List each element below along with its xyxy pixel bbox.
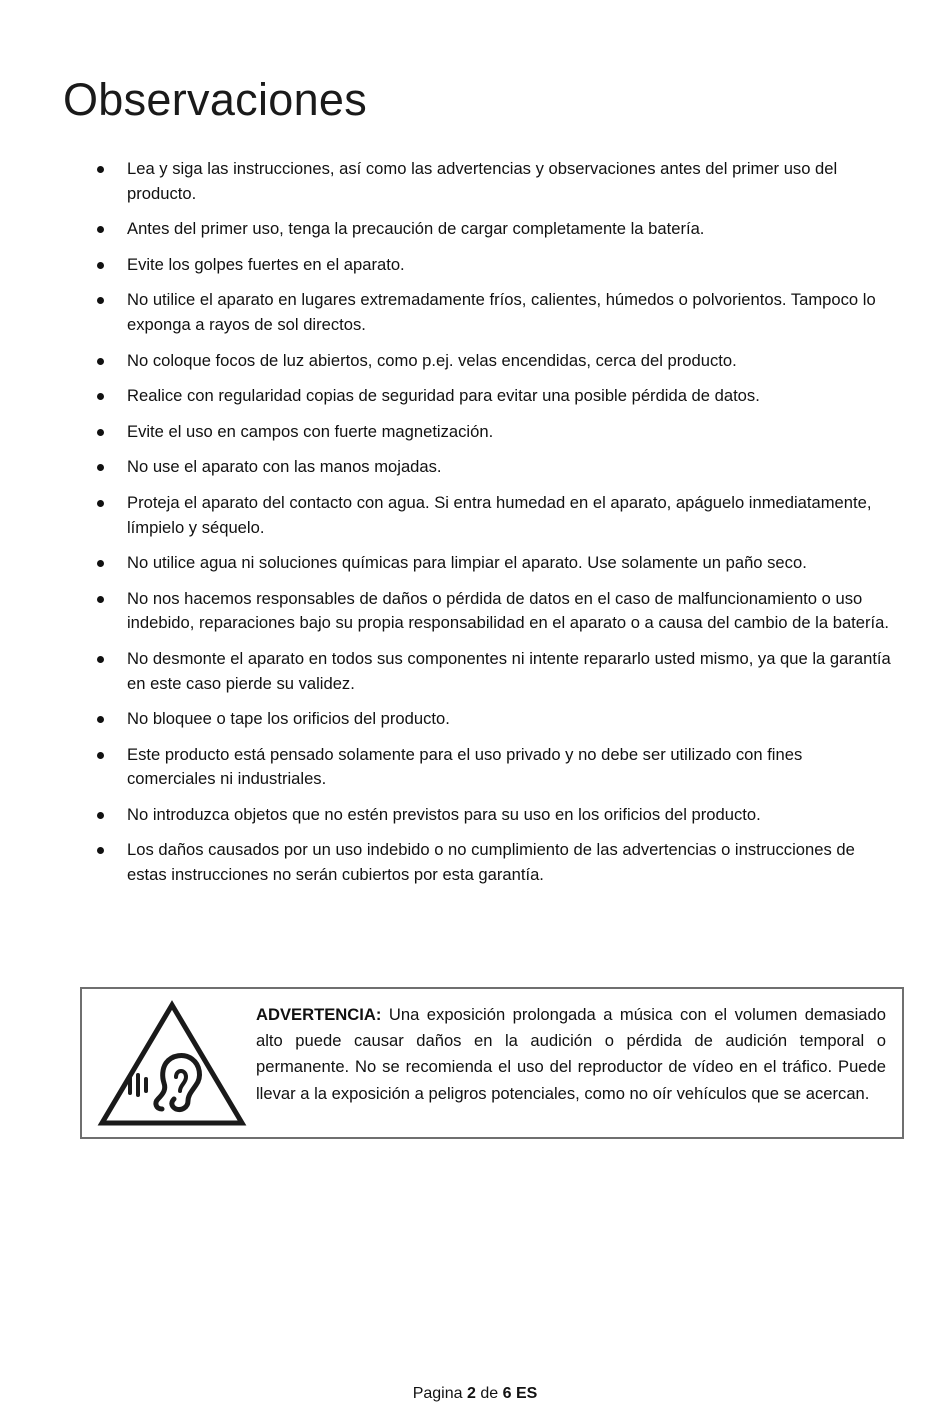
footer-language: ES (515, 1385, 538, 1402)
bullet-icon (97, 812, 104, 819)
list-item-text: Antes del primer uso, tenga la precaución de cargar completamente la batería. (127, 219, 705, 239)
list-item-text: Proteja el aparato del contacto con agua. Si entra humedad en el aparato, apáguelo inmediatamente, límpielo y séquelo. (127, 492, 872, 537)
footer-separator: de (480, 1385, 499, 1402)
warning-text (256, 1002, 886, 1107)
hearing-warning-icon (96, 997, 248, 1131)
warning-body: Una exposición prolongada a música con el volumen demasiado alto puede causar daños en la audición o pérdida de audición temporal o permanente. No se recomienda el uso del reproductor de vídeo en el tráfico. Puede llevar a la exposición a peligros potenciales, como no oír vehículos que se acercan. (256, 1005, 886, 1103)
bullet-icon (97, 847, 104, 854)
list-item (95, 647, 895, 696)
list-item-text: Lea y siga las instrucciones, así como las advertencias y observaciones antes del primer uso del producto. (127, 159, 838, 203)
list-item-text: No use el aparato con las manos mojadas. (127, 457, 442, 477)
list-item (95, 803, 895, 828)
bullet-icon (97, 716, 104, 723)
list-item (95, 551, 895, 576)
list-item-text: Este producto está pensado solamente para el uso privado y no debe ser utilizado con fines comerciales ni industriales. (127, 744, 803, 789)
bullet-icon (97, 596, 104, 603)
bullet-icon (97, 464, 104, 471)
list-item (95, 455, 895, 480)
warning-box (80, 987, 904, 1139)
list-item (95, 420, 895, 445)
bullet-icon (97, 429, 104, 436)
list-item-text: Los daños causados por un uso indebido o no cumplimiento de las advertencias o instrucciones de estas instrucciones no serán cubiertos por esta garantía. (127, 840, 855, 885)
list-item-text: No coloque focos de luz abiertos, como p.ej. velas encendidas, cerca del producto. (127, 350, 737, 370)
bullet-icon (97, 656, 104, 663)
list-item (95, 587, 895, 636)
list-item-text: No utilice el aparato en lugares extremadamente fríos, calientes, húmedos o polvorientos. Tampoco lo exponga a rayos de sol directos. (127, 290, 876, 334)
list-item (95, 349, 895, 374)
bullet-icon (97, 393, 104, 400)
page-title: Observaciones (63, 74, 368, 125)
list-item-text: No nos hacemos responsables de daños o pérdida de datos en el caso de malfuncionamiento o uso indebido, reparaciones bajo su propia responsabilidad en el aparato o a causa del cambio de la batería. (127, 588, 889, 633)
bullet-icon (97, 358, 104, 365)
list-item (95, 707, 895, 732)
list-item-text: No desmonte el aparato en todos sus componentes ni intente repararlo usted mismo, ya que la garantía en este caso pierde su validez. (127, 648, 891, 693)
list-item-text: Evite los golpes fuertes en el aparato. (127, 254, 405, 274)
bullet-icon (97, 226, 104, 233)
bullet-icon (97, 560, 104, 567)
list-item-text: Realice con regularidad copias de seguridad para evitar una posible pérdida de datos. (127, 386, 760, 406)
bullet-icon (97, 752, 104, 759)
list-item-text: No utilice agua ni soluciones químicas para limpiar el aparato. Use solamente un paño seco. (127, 553, 807, 573)
warning-label: ADVERTENCIA: (256, 1005, 382, 1024)
bullet-icon (97, 500, 104, 507)
bullet-icon (97, 166, 104, 173)
list-item (95, 838, 895, 887)
list-item (95, 491, 895, 540)
list-item-text: No introduzca objetos que no estén previstos para su uso en los orificios del producto. (127, 804, 761, 824)
footer-prefix: Pagina (412, 1385, 463, 1402)
list-item-text: Evite el uso en campos con fuerte magnetización. (127, 421, 494, 441)
bullet-icon (97, 262, 104, 269)
observations-list (95, 157, 895, 899)
list-item (95, 288, 895, 337)
page-footer (0, 1383, 950, 1405)
footer-total-pages: 6 (502, 1385, 512, 1402)
list-item (95, 743, 895, 792)
bullet-icon (97, 297, 104, 304)
list-item (95, 253, 895, 278)
list-item (95, 217, 895, 242)
list-item-text: No bloquee o tape los orificios del producto. (127, 709, 450, 729)
list-item (95, 157, 895, 206)
list-item (95, 384, 895, 409)
footer-page-number: 2 (466, 1385, 476, 1402)
